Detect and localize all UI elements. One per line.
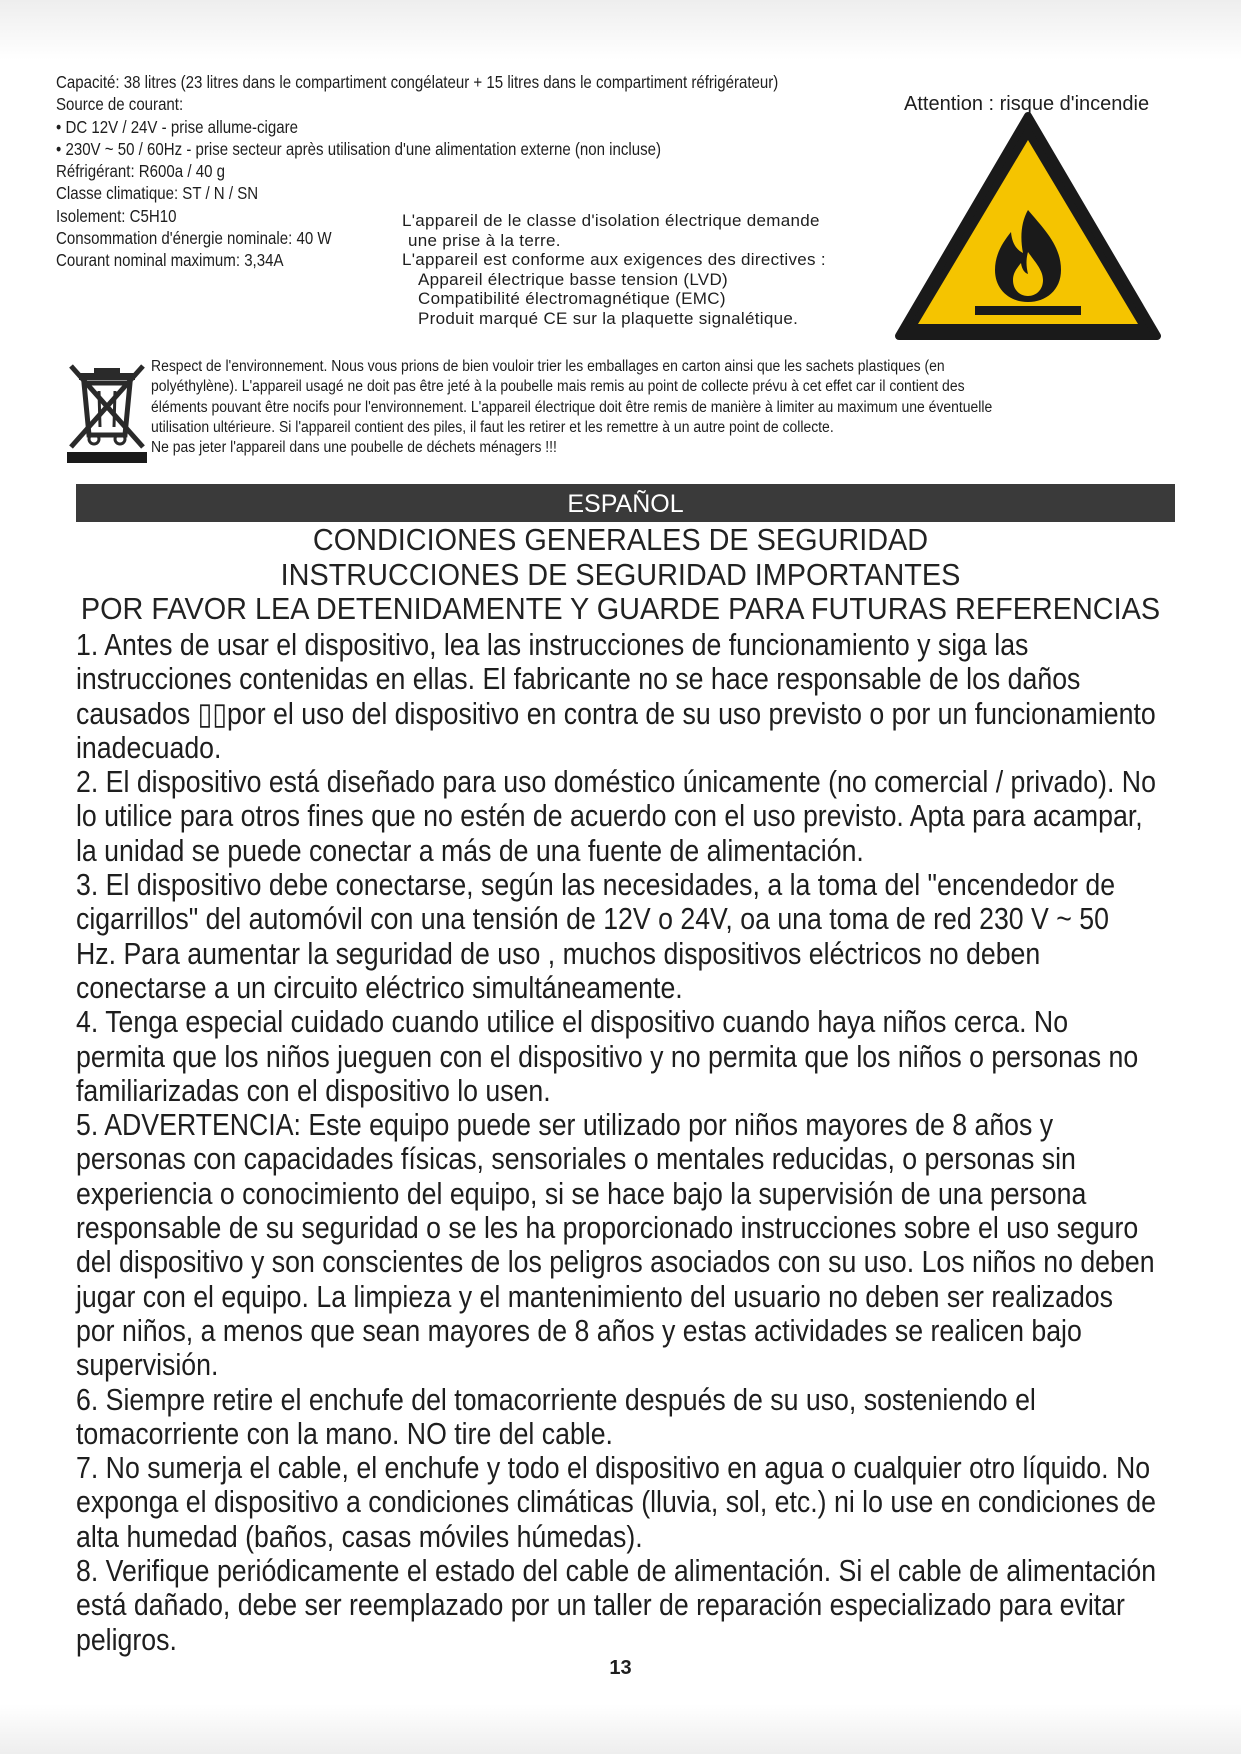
body-line: peligros. bbox=[76, 1622, 177, 1657]
body-line: 1. Antes de usar el dispositivo, lea las instrucciones de funcionamiento y siga las bbox=[76, 628, 1029, 662]
safety-instructions bbox=[76, 628, 1156, 1657]
env-line: Respect de l'environnement. Nous vous prions de bien vouloir trier les emballages en carton ainsi que les sachets plastiques (en bbox=[151, 358, 945, 375]
spec-line: • 230V ~ 50 / 60Hz - prise secteur après utilisation d'une alimentation externe (non incluse) bbox=[56, 138, 662, 159]
body-line: permita que los niños jueguen con el dispositivo y no permita que los niños o personas no bbox=[76, 1039, 1139, 1074]
body-line: 6. Siempre retire el enchufe del tomacorriente después de su uso, sosteniendo el bbox=[76, 1382, 1036, 1417]
body-line: alta humedad (baños, casas móviles húmedas). bbox=[76, 1519, 643, 1554]
body-line: conectarse a un circuito eléctrico simultáneamente. bbox=[76, 970, 683, 1005]
body-line: personas con capacidades físicas, sensoriales o mentales reducidas, o personas sin bbox=[76, 1142, 1076, 1177]
body-line: del dispositivo y son conscientes de los peligros asociados con su uso. Los niños no deben bbox=[76, 1245, 1155, 1280]
notice-line: Appareil électrique basse tension (LVD) bbox=[418, 269, 728, 289]
env-line: utilisation ultérieure. Si l'appareil contient des piles, il faut les retirer et les remettre à un autre point de collecte. bbox=[151, 418, 834, 436]
spec-line: Classe climatique: ST / N / SN bbox=[56, 183, 259, 204]
language-bar: ESPAÑOL bbox=[76, 484, 1175, 522]
body-line: jugar con el equipo. La limpieza y el mantenimiento del usuario no deben ser realizados bbox=[76, 1279, 1113, 1314]
spec-line: Consommation d'énergie nominale: 40 W bbox=[56, 228, 332, 249]
section-titles bbox=[0, 523, 1241, 627]
body-line: por niños, a menos que sean mayores de 8 años y estas actividades se realicen bajo bbox=[76, 1313, 1082, 1348]
body-line: inadecuado. bbox=[76, 730, 222, 765]
body-line: responsable de su seguridad o se les ha proporcionado instrucciones sobre el uso seguro bbox=[76, 1211, 1139, 1246]
french-conformity-notice bbox=[402, 211, 826, 328]
env-line: éléments pouvant être nocifs pour l'environnement. L'appareil électrique doit être remis de manière à limiter au maximum une éventuelle bbox=[151, 398, 993, 416]
body-line: tomacorriente con la mano. NO tire del cable. bbox=[76, 1416, 613, 1451]
title-line: POR FAVOR LEA DETENIDAMENTE Y GUARDE PARA FUTURAS REFERENCIAS bbox=[80, 591, 1161, 626]
body-line: está dañado, debe ser reemplazado por un taller de reparación especializado para evitar bbox=[76, 1588, 1125, 1623]
body-line: exponga el dispositivo a condiciones climáticas (lluvia, sol, etc.) ni lo use en condiciones de bbox=[76, 1485, 1156, 1520]
env-line: Ne pas jeter l'appareil dans une poubelle de déchets ménagers !!! bbox=[151, 439, 557, 457]
spec-line: Capacité: 38 litres (23 litres dans le compartiment congélateur + 15 litres dans le compartiment réfrigérateur) bbox=[56, 72, 779, 92]
body-line: la unidad se puede conectar a más de una fuente de alimentación. bbox=[76, 833, 864, 868]
body-line: causados ▯▯por el uso del dispositivo en contra de su uso previsto o por un funcionamiento bbox=[76, 696, 1156, 731]
spec-line: Source de courant: bbox=[56, 94, 184, 115]
notice-line: L'appareil de le classe d'isolation électrique demande bbox=[402, 211, 820, 230]
fire-attention-label: Attention : risque d'incendie bbox=[904, 93, 1150, 115]
spec-line: • DC 12V / 24V - prise allume-cigare bbox=[56, 116, 298, 137]
body-line: Hz. Para aumentar la seguridad de uso , muchos dispositivos eléctricos no deben bbox=[76, 936, 1041, 971]
spec-line: Courant nominal maximum: 3,34A bbox=[56, 250, 284, 271]
body-line: lo utilice para otros fines que no estén de acuerdo con el uso previsto. Apta para acampar, bbox=[76, 799, 1143, 834]
body-line: cigarrillos" del automóvil con una tensión de 12V o 24V, oa una toma de red 230 V ~ 50 bbox=[76, 902, 1109, 937]
notice-line: Produit marqué CE sur la plaquette signalétique. bbox=[418, 308, 799, 328]
body-line: 3. El dispositivo debe conectarse, según las necesidades, a la toma del "encendedor de bbox=[76, 868, 1116, 903]
title-line: CONDICIONES GENERALES DE SEGURIDAD bbox=[312, 522, 929, 557]
body-line: 4. Tenga especial cuidado cuando utilice el dispositivo cuando haya niños cerca. No bbox=[76, 1005, 1069, 1040]
title-line: INSTRUCCIONES DE SEGURIDAD IMPORTANTES bbox=[280, 556, 961, 592]
body-line: 5. ADVERTENCIA: Este equipo puede ser utilizado por niños mayores de 8 años y bbox=[76, 1108, 1054, 1143]
body-line: instrucciones contenidas en ellas. El fabricante no se hace responsable de los daños bbox=[76, 662, 1081, 697]
spec-line: Réfrigérant: R600a / 40 g bbox=[56, 161, 226, 182]
notice-line: une prise à la terre. bbox=[408, 230, 561, 250]
environment-notice bbox=[151, 357, 992, 458]
fire-warning-icon bbox=[893, 110, 1163, 342]
body-line: 2. El dispositivo está diseñado para uso doméstico únicamente (no comercial / privado). No bbox=[76, 765, 1156, 800]
body-line: 8. Verifique periódicamente el estado del cable de alimentación. Si el cable de alimentación bbox=[76, 1554, 1157, 1589]
weee-bin-icon bbox=[67, 363, 147, 463]
page-number: 13 bbox=[609, 1657, 632, 1679]
spec-line: Isolement: C5H10 bbox=[56, 205, 177, 226]
body-line: supervisión. bbox=[76, 1348, 219, 1383]
body-line: experiencia o conocimiento del equipo, si se hace bajo la supervisión de una persona bbox=[76, 1176, 1087, 1211]
env-line: polyéthylène). L'appareil usagé ne doit pas être jeté à la poubelle mais remis au point de collecte prévu à cet effet car il contient des bbox=[151, 378, 965, 396]
notice-line: L'appareil est conforme aux exigences des directives : bbox=[402, 250, 826, 269]
notice-line: Compatibilité électromagnétique (EMC) bbox=[418, 289, 726, 308]
body-line: 7. No sumerja el cable, el enchufe y todo el dispositivo en agua o cualquier otro líquido. No bbox=[76, 1451, 1151, 1486]
body-line: familiarizadas con el dispositivo lo usen. bbox=[76, 1073, 551, 1108]
